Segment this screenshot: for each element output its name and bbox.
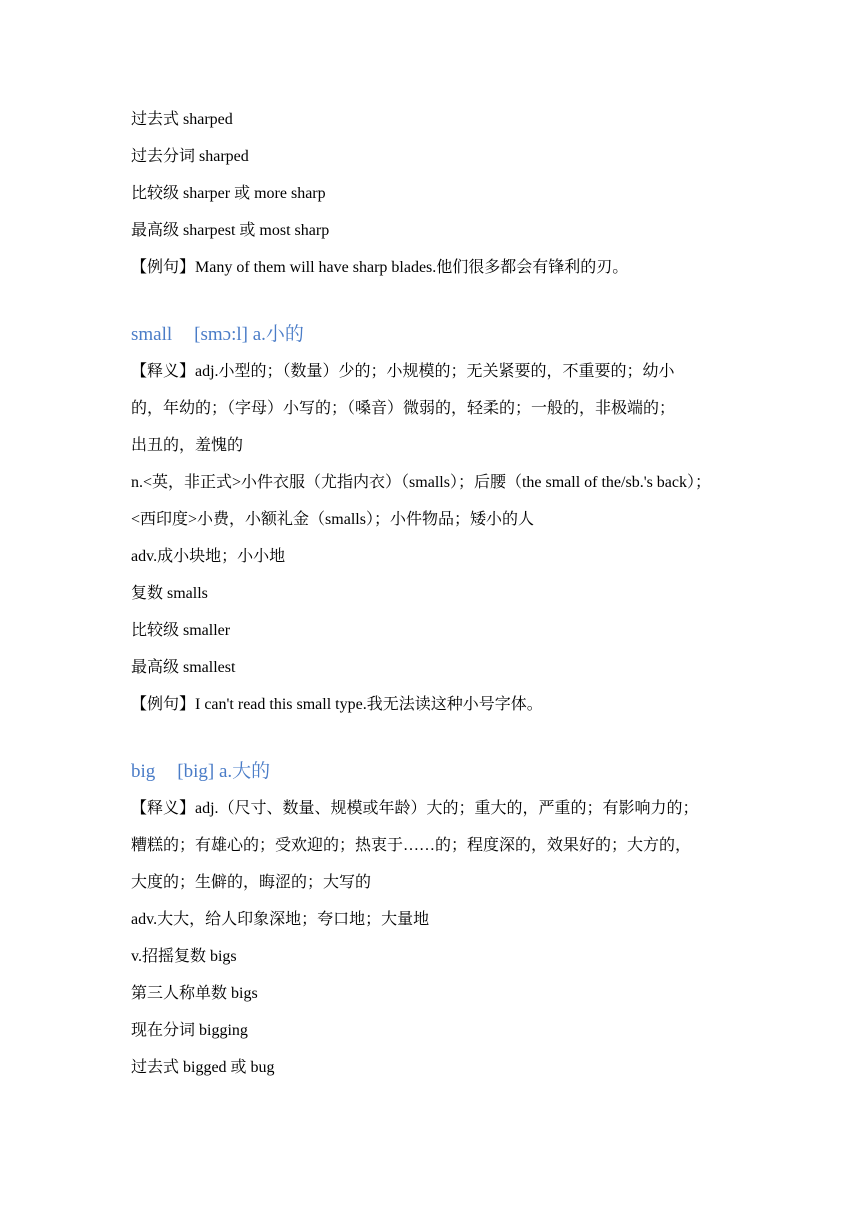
meaning-row: 的，年幼的；（字母）小写的；（嗓音）微弱的，轻柔的；一般的，非极端的； [131,400,676,417]
sharp-superlative: 最高级 sharpest 或 most sharp [131,222,330,239]
sharp-past-tense: 过去式 sharped [131,111,233,128]
sharp-entry-tail [131,101,731,286]
big-present-participle: 现在分词 bigging [131,1022,248,1039]
big-meaning [131,790,731,901]
entry-heading-small [131,316,731,353]
headword: big [131,761,156,782]
meaning-row: 大度的；生僻的，晦涩的；大写的 [131,874,372,891]
small-noun-meaning [131,464,731,538]
big-past-tense: 过去式 bigged 或 bug [131,1059,275,1076]
small-example: 【例句】I can't read this small type.我无法读这种小号字体。 [131,696,543,713]
small-entry [131,316,731,723]
big-entry [131,753,731,1086]
small-comparative: 比较级 smaller [131,622,231,639]
pronunciation-definition: [big] a.大的 [177,761,271,782]
entry-heading-big [131,753,731,790]
small-meaning [131,353,731,464]
sharp-past-participle: 过去分词 sharped [131,148,249,165]
document-page [131,101,731,1086]
meaning-row: 出丑的，羞愧的 [131,437,244,454]
small-adverb: adv.成小块地；小小地 [131,548,286,565]
small-plural: 复数 smalls [131,585,208,602]
big-adverb: adv.大大，给人印象深地；夸口地；大量地 [131,911,430,928]
meaning-row: 【释义】adj.小型的；（数量）少的；小规模的；无关紧要的，不重要的；幼小 [131,363,675,380]
noun-row: n.<英，非正式>小件衣服（尤指内衣）（smalls）；后腰（the small of the/sb.'s back）； [131,474,712,491]
noun-row: <西印度>小费，小额礼金（smalls）；小件物品；矮小的人 [131,511,534,528]
meaning-row: 【释义】adj.（尺寸、数量、规模或年龄）大的；重大的，严重的；有影响力的； [131,800,699,817]
big-third-person: 第三人称单数 bigs [131,985,258,1002]
sharp-example: 【例句】Many of them will have sharp blades.他们很多都会有锋利的刃。 [131,259,629,276]
small-superlative: 最高级 smallest [131,659,236,676]
headword: small [131,324,173,345]
pronunciation-definition: [smɔ:l] a.小的 [194,324,304,345]
meaning-row: 糟糕的；有雄心的；受欢迎的；热衷于……的；程度深的，效果好的；大方的， [131,837,692,854]
sharp-comparative: 比较级 sharper 或 more sharp [131,185,326,202]
big-verb-plural: v.招摇复数 bigs [131,948,237,965]
